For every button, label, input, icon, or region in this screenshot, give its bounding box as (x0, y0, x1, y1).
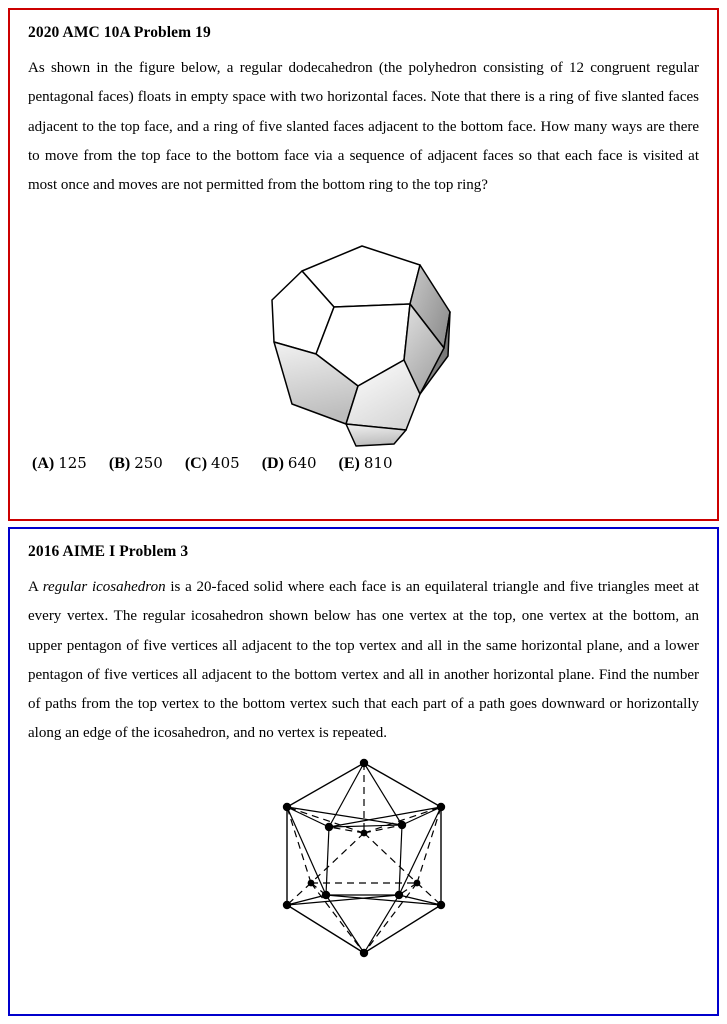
statement-lead: A (28, 579, 39, 595)
choice-label: (E) (338, 455, 360, 473)
answer-choice-e[interactable] (339, 454, 393, 473)
choice-value: 405 (211, 454, 240, 473)
statement-rest: is a 20-faced solid where each face is an equilateral triangle and five triangles meet at every vertex. The regular icosahedron shown below has one vertex at the top, one vertex at the bottom, an upper pentagon of five vertices all adjacent to the top vertex and all in the same horizontal plane, and a lower pentagon of five vertices all adjacent to the bottom vertex and all in another horizontal plane. Find the number of paths from the top vertex to the bottom vertex such that each part of a path goes downward or horizontally along an edge of the icosahedron, and no vertex is repeated. (28, 579, 700, 742)
statement-emphasis: regular icosahedron (42, 579, 166, 595)
problem-statement (28, 573, 699, 749)
answer-choice-b[interactable] (109, 454, 163, 473)
problem-card-amc-2020 (8, 8, 719, 521)
choice-value: 250 (134, 454, 163, 473)
choice-value: 125 (58, 454, 87, 473)
dodecahedron-svg (234, 208, 494, 448)
answer-choice-d[interactable] (262, 454, 317, 473)
icosahedron-svg (269, 755, 459, 970)
choice-label: (D) (261, 455, 284, 473)
choice-label: (A) (32, 455, 55, 473)
choice-value: 810 (363, 454, 393, 473)
choice-value: 640 (287, 454, 317, 473)
problem-title: 2020 AMC 10A Problem 19 (28, 24, 211, 41)
problem-statement: As shown in the figure below, a regular dodecahedron (the polyhedron consisting of 12 congruent regular pentagonal faces) floats in empty space with two horizontal faces. Note that there is a ring of five slanted faces adjacent to the top face, and a ring of five slanted faces adjacent to the bottom face. How many ways are there to move from the top face to the bottom face via a sequence of adjacent faces so that each face is visited at most once and moves are not permitted from the bottom ring to the top ring? (28, 60, 699, 193)
choice-label: (B) (108, 455, 131, 473)
icosahedron-figure (28, 755, 699, 970)
dodecahedron-figure (28, 208, 699, 448)
answer-choices (28, 454, 699, 473)
problem-card-aime-2016 (8, 527, 719, 1016)
answer-choice-a[interactable] (32, 454, 87, 473)
choice-label: (C) (184, 455, 208, 473)
problem-title: 2016 AIME I Problem 3 (28, 543, 189, 560)
answer-choice-c[interactable] (185, 454, 240, 473)
